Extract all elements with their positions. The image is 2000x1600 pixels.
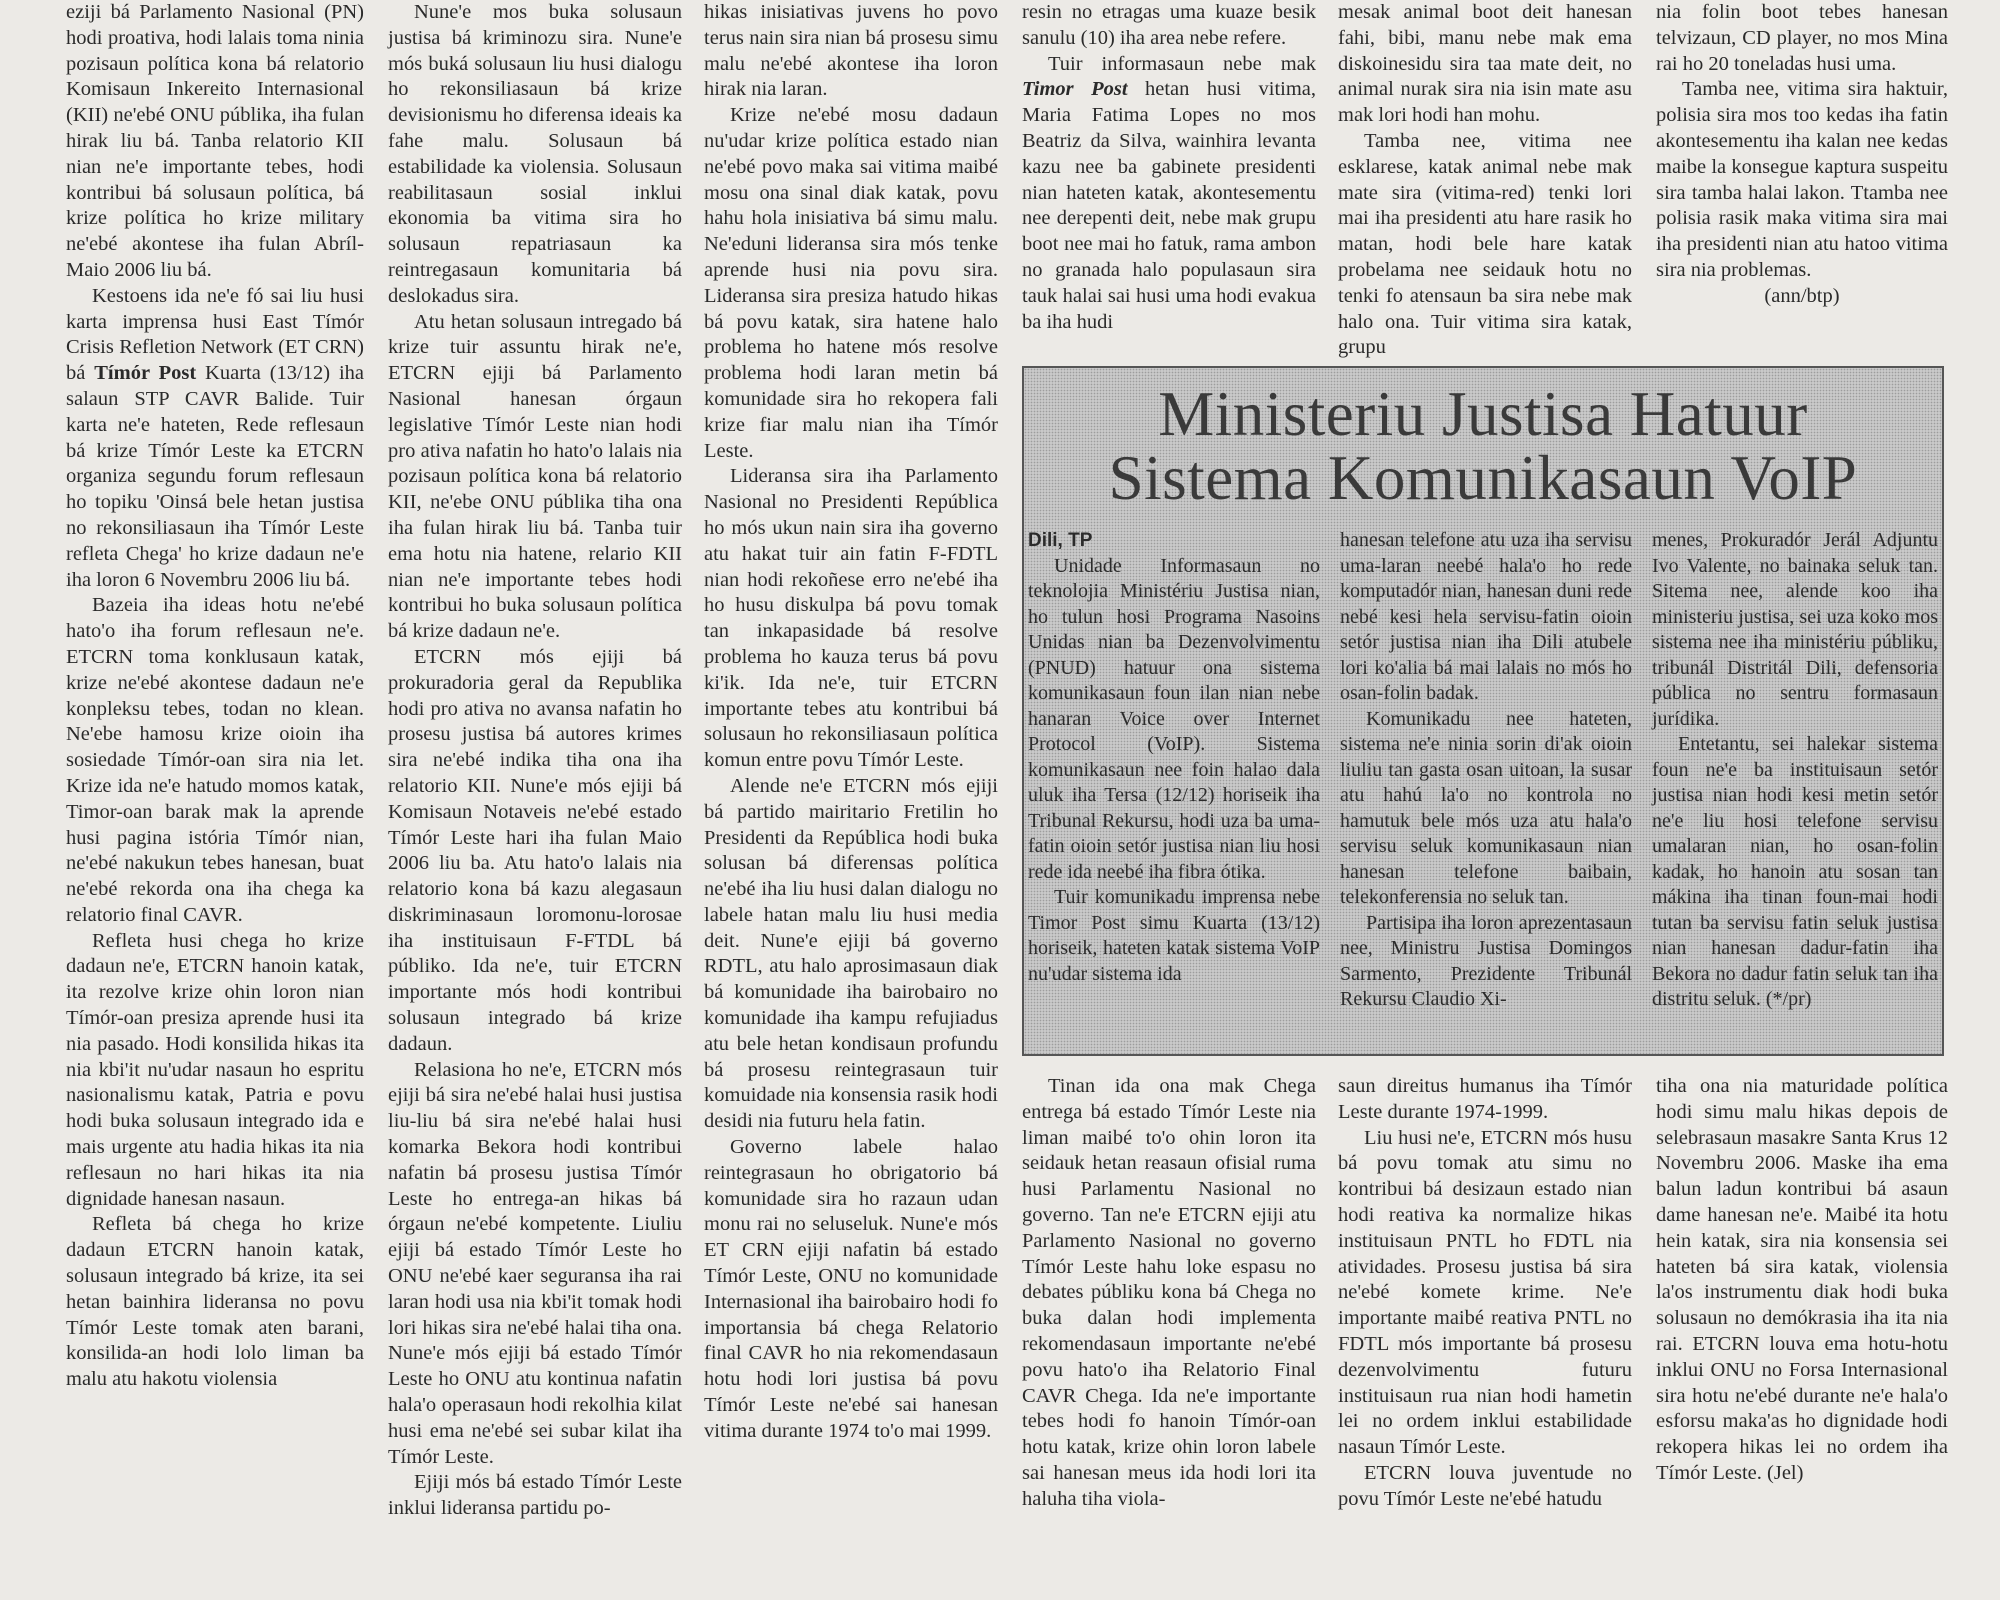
paragraph: mesak animal boot deit hanesan fahi, bibi, manu nebe mak ema diskoinesidu sira taa mate deit, no animal nurak sira nia isin mate asu mak lori hodi han mohu.	[1338, 1, 1632, 127]
article-column-4-bottom	[1022, 1074, 1316, 1536]
paragraph: Ejiji mós bá estado Tímór Leste inklui lideransa partidu po-	[388, 1471, 682, 1520]
article-column-5-top	[1338, 0, 1632, 359]
paragraph: Entetantu, sei halekar sistema foun ne'e ba instituisaun setór justisa nian hodi kesi metin setór ne'e liu hosi telefone servisu umalaran nian, ho osan-folin kadak, ho hanoin atu sosan tan mákina iha tinan foun-mai hodi tutan ba servisu fatin seluk justisa nian hanesan dadur-fatin iha Bekora no dadur fatin seluk tan iha distritu seluk. (*/pr)	[1652, 733, 1938, 1010]
dateline: Dili, TP	[1028, 530, 1093, 551]
paragraph: Tamba nee, vitima nee esklarese, katak animal nebe mak mate sira (vitima-red) tenki lori mai iha presidenti atu hare rasik ho matan, hodi bele hare katak probelama nee seidauk hotu no tenki fo atensaun ba sira nebe mak halo ona. Tuir vitima sira katak, grupu	[1338, 129, 1632, 359]
paragraph: Atu hetan solusaun intregado bá krize tuir assuntu hirak ne'e, ETCRN ejiji bá Parlamento Nasional hanesan órgaun legislative Tímór Leste nian hodi pro ativa nafatin ho hato'o lalais nia pozisaun política kona bá relatorio KII, ne'ebe ONU públika tiha ona iha fulan hirak liu bá. Tanba tuir ema hotu nia hatene, relario KII nian ne'e importante tebes hodi kontribui ho buka solusaun política bá krize dadaun ne'e.	[388, 310, 682, 643]
paragraph: hanesan telefone atu uza iha servisu uma-laran neebé hala'o ho rede komputadór nian, hanesan duni rede nebé kesi hela servisu-fatin oioin setór justisa nian iha Dili atubele lori ko'alia bá mai lalais no mós ho osan-folin badak.	[1340, 529, 1632, 704]
article-column-5-bottom	[1338, 1074, 1632, 1536]
paragraph: saun direitus humanus iha Tímór Leste durante 1974-1999.	[1338, 1075, 1632, 1123]
article-column-6-bottom	[1656, 1074, 1948, 1536]
paragraph: Liu husi ne'e, ETCRN mós husu bá povu tomak atu simu no kontribui bá desizaun estado nian hodi reativa ka normalize hikas instituisaun PNTL ho FDTL nia atividades. Prosesu justisa bá sira ne'ebé komete krime. Ne'e importante maibé reativa PNTL no FDTL mós importante bá prosesu dezenvolvimentu futuru instituisaun rua nian hodi hametin lei no ordem inklui estabilidade nasaun Tímór Leste.	[1338, 1126, 1632, 1459]
paragraph-text: Kestoens ida ne'e fó sai liu husi karta imprensa husi East Tímór Crisis Refletion Network (ET CRN) bá	[66, 284, 364, 385]
article-column-3	[704, 0, 998, 1535]
paragraph-text: Tuir informasaun nebe mak	[1048, 52, 1316, 75]
paragraph	[66, 284, 364, 594]
paragraph-text: Kuarta (13/12) iha salaun STP CAVR Balide. Tuir karta ne'e hateten, Rede reflesaun bá krize Tímór Leste ka ETCRN organiza segundu forum reflesaun ho topiku 'Oinsá bele hetan justisa no rekonsiliasaun iha Tímór Leste refleta Chega' ho krize dadaun ne'e iha loron 6 Novembru 2006 liu bá.	[66, 362, 364, 591]
article-column-2	[388, 0, 682, 1535]
newspaper-name: Tímór Post	[94, 362, 197, 385]
paragraph: menes, Prokuradór Jerál Adjuntu Ivo Valente, no bainaka seluk tan. Sitema nee, alende koo iha ministeriu justisa, sei uza koko mos sistema nee iha ministériu públiku, tribunál Distritál Dili, defensoria pública no sentru formasaun jurídika.	[1652, 529, 1938, 730]
paragraph-text: hetan husi vitima, Maria Fatima Lopes no mos Beatriz da Silva, wainhira levanta kazu nee ba gabinete presidenti nian hateten katak, akontesementu nee derepenti deit, nebe mak grupu boot nee mai ho fatuk, rama ambon no granada halo populasaun sira tauk halai sai husi uma hodi evakua ba iha hudi	[1022, 78, 1317, 333]
article-headline	[1024, 379, 1942, 513]
paragraph: ETCRN louva juventude no povu Tímór Leste ne'ebé hatudu	[1338, 1461, 1632, 1510]
paragraph: ETCRN mós ejiji bá prokuradoria geral da Republika hodi pro ativa no avansa nafatin ho prosesu justisa bá autores krimes sira ne'ebé indika tiha ona iha relatorio KII. Nune'e mós ejiji bá Komisaun Notaveis ne'ebé estado Tímór Leste hari iha fulan Maio 2006 liu ba. Atu hato'o lalais nia relatorio kona bá kazu alegasaun diskriminasaun loromonu-lorosae iha instituisaun F-FTDL bá públiko. Ida ne'e, tuir ETCRN importante mós hodi kontribui solusaun integrado bá krize dadaun.	[388, 645, 682, 1055]
paragraph: Komunikadu nee hateten, sistema ne'e ninia sorin di'ak oioin liuliu tan gasta osan uitoan, la susar atu hahú la'o no kontrola no hamutuk bele mós uza atu hala'o servisu seluk komunikasaun nian hanesan telefone baibain, telekonferensia no seluk tan.	[1340, 707, 1632, 908]
paragraph: tiha ona nia maturidade política hodi simu malu hikas depois de selebrasaun masakre Santa Krus 12 Novembru 2006. Maske iha ema balun ladun kontribui bá asaun dame hanesan ne'e. Maibé ita hotu hein katak, sira nia konsensia sei hateten bá sira katak, violensia la'os instrumentu diak hodi buka solusaun no demókrasia iha ita nia rai. ETCRN louva ema hotu-hotu inklui ONU no Forsa Internasional sira hotu ne'ebé durante ne'e hala'o esforsu maka'as ho dignidade hodi rekopera hikas lei no ordem iha Tímór Leste. (Jel)	[1656, 1075, 1948, 1484]
boxed-column-1	[1028, 528, 1320, 987]
paragraph: resin no etragas uma kuaze besik sanulu (10) iha area nebe refere.	[1022, 1, 1316, 49]
paragraph: nia folin boot tebes hanesan telvizaun, CD player, no mos Mina rai ho 20 toneladas husi uma.	[1656, 1, 1948, 75]
paragraph: Partisipa iha loron aprezentasaun nee, Ministru Justisa Domingos Sarmento, Prezidente Tribunál Rekursu Claudio Xi-	[1340, 911, 1632, 1010]
article-column-1	[66, 0, 364, 1535]
byline: (ann/btp)	[1764, 284, 1840, 307]
article-column-6-top	[1656, 0, 1948, 340]
paragraph: eziji bá Parlamento Nasional (PN) hodi proativa, hodi lalais toma ninia pozisaun política kona bá relatorio Komisaun Inkereito Internasional (KII) ne'ebé ONU públika, iha fulan hirak liu bá. Tanba relatorio KII nian ne'e importante tebes, hodi kontribui bá solusaun política, bá krize política ho krize military ne'ebé akontese iha fulan Abríl- Maio 2006 liu bá.	[66, 1, 364, 281]
paragraph: Tamba nee, vitima sira haktuir, polisia sira mos too kedas iha fatin akontesementu iha kalan nee kedas maibe la konsegue kaptura suspeitu sira tamba halai lakon. Ttamba nee polisia rasik maka vitima sira mai iha presidenti nian atu hatoo vitima sira nia problemas.	[1656, 78, 1948, 281]
boxed-article	[1022, 366, 1944, 1056]
paragraph: Lideransa sira iha Parlamento Nasional no Presidenti República ho mós ukun nain sira iha governo atu hakat tuir ain fatin F-FDTL nian hodi rekoñese erro ne'ebé iha ho husu diskulpa bá povu tomak tan inkapasidade bá resolve problema ho kauza terus bá povu ki'ik. Ida ne'e, tuir ETCRN importante tebes atu kontribui bá solusaun ho rekonsiliasaun política komun entre povu Tímór Leste.	[704, 465, 998, 772]
paragraph	[1022, 52, 1316, 336]
paragraph: hikas inisiativas juvens ho povo terus nain sira nian bá prosesu simu malu ne'ebé akontese iha loron hirak nia laran.	[704, 1, 998, 101]
paragraph: Nune'e mos buka solusaun justisa bá kriminozu sira. Nune'e mós buká solusaun liu husi dialogu ho rekonsiliasaun bá krize devisionismu ho diferensa ideais ka fahe malu. Solusaun bá estabilidade ka violensia. Solusaun reabilitasaun sosial inklui ekonomia ba vitima sira ho solusaun repatriasaun ka reintregasaun komunitaria bá deslokadus sira.	[388, 1, 682, 307]
headline-line: Ministeriu Justisa Hatuur	[1158, 379, 1808, 449]
boxed-column-3	[1652, 528, 1938, 1013]
paragraph: Unidade Informasaun no teknolojia Ministériu Justisa nian, ho tulun hosi Programa Nasoins Unidas nian ba Dezenvolvimentu (PNUD) hatuur ona sistema komunikasaun foun ilan nian nebe hanaran Voice over Internet Protocol (VoIP). Sistema komunikasaun nee foin halao dala uluk iha Tersa (12/12) horiseik iha Tribunal Rekursu, hodi uza ba uma-fatin oioin setór justisa nian liu hosi rede ida neebé iha fibra ótika.	[1028, 554, 1320, 883]
paragraph: Governo labele halao reintegrasaun ho obrigatorio bá komunidade sira ho razaun udan monu rai no seluseluk. Nune'e mós ET CRN ejiji nafatin bá estado Tímór Leste, ONU no komunidade Internasional iha bairobairo hodi fo importansia bá chega Relatorio final CAVR ho nia rekomendasaun hotu hodi lori justisa bá povu Tímór Leste ne'ebé sai hanesan vitima durante 1974 to'o mai 1999.	[704, 1136, 998, 1442]
paragraph: Refleta bá chega ho krize dadaun ETCRN hanoin katak, solusaun integrado bá krize, ita sei hetan bainhira lideransa no povu Tímór Leste tomak aten barani, konsilida-an hodi lolo liman ba malu atu hakotu violensia	[66, 1213, 364, 1391]
paragraph: Krize ne'ebé mosu dadaun nu'udar krize política estado nian ne'ebé povo maka sai vitima maibé mosu ona sinal diak katak, povu hahu hola inisiativa bá simu malu. Ne'eduni lideransa sira mós tenke aprende husi nia povu sira. Lideransa sira presiza hatudo hikas bá povu katak, sira hatene halo problema ho hatene mós resolve problema hodi laran metin bá komunidade sira ho rekopera fali krize fiar malu nian iha Tímór Leste.	[704, 104, 998, 462]
paragraph: Bazeia iha ideas hotu ne'ebé hato'o iha forum reflesaun ne'e. ETCRN toma konklusaun katak, krize ne'ebé akontese dadaun ne'e konpleksu tebes, todan no klean. Ne'ebe hamosu krize oioin iha sosiedade Tímór-oan sira nia let. Krize ida ne'e hatudo momos katak, Timor-oan barak mak la aprende husi pagina istória Tímór nian, ne'ebé nakukun tebes hanesan, buat ne'ebé rekorda ona iha chega ka relatorio final CAVR.	[66, 594, 364, 926]
paragraph: Refleta husi chega ho krize dadaun ne'e, ETCRN hanoin katak, ita rezolve krize ohin loron nian Tímór-oan presiza aprende husi ita nia pasado. Hodi konsilida hikas ita nia kbi'it nu'udar nasaun ho espritu nasionalismu katak, Patria e povu hodi buka solusaun integrado ida e mais urgente atu hadia hikas ita nia reflesaun no hari hikas ita nia dignidade hanesan nasaun.	[66, 929, 364, 1210]
paragraph: Relasiona ho ne'e, ETCRN mós ejiji bá sira ne'ebé halai husi justisa liu-liu bá sira ne'ebé halai husi komarka Bekora hodi kontribui nafatin bá prosesu justisa Tímór Leste ho entrega-an hikas bá órgaun ne'ebé kompetente. Liuliu ejiji bá estado Tímór Leste ho ONU ne'ebé kaer seguransa iha rai laran hodi usa nia kbi'it tomak hodi lori hikas sira ne'ebé halai tiha ona. Nune'e mós ejiji bá estado Tímór Leste ho ONU atu kontinua nafatin hala'o operasaun hodi rekolhia kilat husi ema ne'ebé sei subar kilat iha Tímór Leste.	[388, 1058, 682, 1468]
paragraph: Alende ne'e ETCRN mós ejiji bá partido mairitario Fretilin ho Presidenti da República hodi buka solusan bá diferensas política ne'ebé iha liu husi dalan dialogu no labele hatan malu liu husi media deit. Nune'e ejiji bá governo RDTL, atu halo aprosimasaun diak bá komunidade iha bairobairo no komunidade iha kampu refujiadus atu bele hetan kondisaun profundu bá prosesu reintegrasaun tuir komuidade nia konsensia rasik hodi desidi nia futuru hela fatin.	[704, 774, 998, 1133]
paragraph: Tuir komunikadu imprensa nebe Timor Post simu Kuarta (13/12) horiseik, hateten katak sistema VoIP nu'udar sistema ida	[1028, 886, 1320, 985]
article-column-4-top	[1022, 0, 1316, 340]
headline-line: Sistema Komunikasaun VoIP	[1108, 443, 1858, 513]
paragraph: Tinan ida ona mak Chega entrega bá estado Tímór Leste nia liman maibé to'o ohin loron ita seidauk hetan reasaun ofisial ruma husi Parlamentu Nasional no governo. Tan ne'e ETCRN ejiji atu Parlamento Nasional no governo Tímór Leste hahu loke espasu no debates públiku kona bá Chega no buka dalan hodi implementa rekomendasaun importante ne'ebé povu hato'o iha Relatorio Final CAVR Chega. Ida ne'e importante tebes hodi fo hanoin Tímór-oan hotu katak, krize ohin loron labele sai hanesan meus ida hodi lori ita haluha tiha viola-	[1022, 1075, 1316, 1510]
newspaper-name: Timor Post	[1022, 78, 1128, 101]
boxed-column-2	[1340, 528, 1632, 1013]
